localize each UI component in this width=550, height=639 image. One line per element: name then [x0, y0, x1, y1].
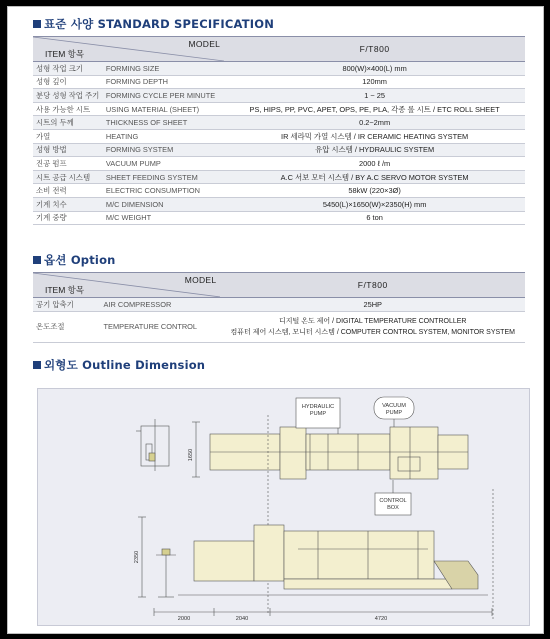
spec-row: [33, 143, 525, 157]
spec-row: [33, 211, 525, 225]
option-en: TEMPERATURE CONTROL: [101, 311, 221, 342]
spec-kr: 성형 방법: [33, 143, 103, 157]
spec-en: FORMING SYSTEM: [103, 143, 224, 157]
spec-kr: 소비 전력: [33, 184, 103, 198]
dim-2350: 2350: [134, 550, 140, 564]
spec-value: 2000 ℓ /m: [224, 157, 525, 171]
control-box: [375, 493, 411, 515]
spec-kr: 성형 작업 크기: [33, 62, 103, 76]
spec-en: THICKNESS OF SHEET: [103, 116, 224, 130]
spec-row: [33, 129, 525, 143]
spec-en: FORMING SIZE: [103, 62, 224, 76]
spec-value: 1 ~ 25: [224, 89, 525, 103]
spec-value: 120mm: [224, 75, 525, 89]
option-table: [33, 272, 525, 343]
control-label: CONTROL: [379, 498, 407, 504]
square-bullet-icon: [33, 361, 41, 369]
spec-row: [33, 184, 525, 198]
outline-heading: 외형도 Outline Dimension: [33, 357, 205, 373]
spec-kr: 시트의 두께: [33, 116, 103, 130]
item-label: ITEM 항목: [45, 49, 85, 59]
spec-row: [33, 170, 525, 184]
option-value-line2: 컴퓨터 제어 시스템, 모니터 시스템 / COMPUTER CONTROL SYSTEM, MONITOR SYSTEM: [230, 328, 515, 336]
spec-en: USING MATERIAL (SHEET): [103, 102, 224, 116]
item-label: ITEM 항목: [45, 285, 85, 295]
spec-kr: 진공 펌프: [33, 157, 103, 171]
spec-kr: 기계 치수: [33, 197, 103, 211]
spec-value: 800(W)×400(L) mm: [224, 62, 525, 76]
option-value: [220, 311, 525, 342]
spec-en: M/C DIMENSION: [103, 197, 224, 211]
spec-en: FORMING DEPTH: [103, 75, 224, 89]
vacuum-label: VACUUM: [382, 403, 406, 409]
option-kr: 공기 압축기: [33, 298, 101, 312]
square-bullet-icon: [33, 20, 41, 28]
box-label: BOX: [387, 505, 399, 511]
spec-value: 58kW (220×3Ø): [224, 184, 525, 198]
option-kr: 온도조절: [33, 311, 101, 342]
hydraulic-label: HYDRAULIC: [301, 404, 335, 410]
model-value: F/T800: [224, 37, 525, 62]
standard-spec-table: [33, 36, 525, 225]
spec-row: [33, 102, 525, 116]
spec-value: PS, HIPS, PP, PVC, APET, OPS, PE, PLA, 각종 롤 시트 / ETC ROLL SHEET: [224, 102, 525, 116]
spec-value: 유압 시스템 / HYDRAULIC SYSTEM: [224, 143, 525, 157]
model-label: MODEL: [184, 275, 217, 285]
option-row: [33, 298, 525, 312]
square-bullet-icon: [33, 256, 41, 264]
option-value-line1: 디지털 온도 제어 / DIGITAL TEMPERATURE CONTROLLER: [278, 317, 467, 325]
dim-4720: 4720: [374, 616, 388, 622]
spec-en: VACUUM PUMP: [103, 157, 224, 171]
spec-value: 0.2~2mm: [224, 116, 525, 130]
spec-row: [33, 89, 525, 103]
dim-2000: 2000: [177, 616, 191, 622]
spec-en: HEATING: [103, 129, 224, 143]
spec-en: FORMING CYCLE PER MINUTE: [103, 89, 224, 103]
spec-row: [33, 197, 525, 211]
standard-spec-heading: 표준 사양 STANDARD SPECIFICATION: [33, 16, 274, 32]
spec-kr: 시트 공급 시스템: [33, 170, 103, 184]
dim-2040: 2040: [235, 616, 249, 622]
outline-drawing-panel: [37, 388, 530, 626]
spec-value: IR 세라믹 가열 시스템 / IR CERAMIC HEATING SYSTEM: [224, 129, 525, 143]
spec-kr: 기계 중량: [33, 211, 103, 225]
spec-value: A.C 서보 모터 시스템 / BY A.C SERVO MOTOR SYSTEM: [224, 170, 525, 184]
dim-1650: 1650: [188, 448, 194, 462]
machine-outline-drawing: [38, 389, 529, 625]
option-heading: 옵션 Option: [33, 252, 116, 268]
option-value: 25HP: [220, 298, 525, 312]
spec-row: [33, 157, 525, 171]
spec-row: [33, 116, 525, 130]
spec-en: SHEET FEEDING SYSTEM: [103, 170, 224, 184]
model-value: F/T800: [220, 273, 525, 298]
spec-row: [33, 75, 525, 89]
spec-sheet: [7, 6, 544, 634]
spec-value: 6 ton: [224, 211, 525, 225]
spec-kr: 가열: [33, 129, 103, 143]
spec-value: 5450(L)×1650(W)×2350(H) mm: [224, 197, 525, 211]
vacuum-pump-label: PUMP: [385, 410, 403, 416]
spec-header-row: [33, 37, 525, 62]
spec-kr: 사용 가능한 시트: [33, 102, 103, 116]
spec-kr: 성형 깊이: [33, 75, 103, 89]
option-header-row: [33, 273, 525, 298]
spec-kr: 분당 성형 작업 주기: [33, 89, 103, 103]
model-label: MODEL: [188, 39, 221, 49]
spec-en: ELECTRIC CONSUMPTION: [103, 184, 224, 198]
spec-row: [33, 62, 525, 76]
spec-en: M/C WEIGHT: [103, 211, 224, 225]
option-en: AIR COMPRESSOR: [101, 298, 221, 312]
hydraulic-pump-label: PUMP: [309, 411, 327, 417]
option-row: [33, 311, 525, 342]
